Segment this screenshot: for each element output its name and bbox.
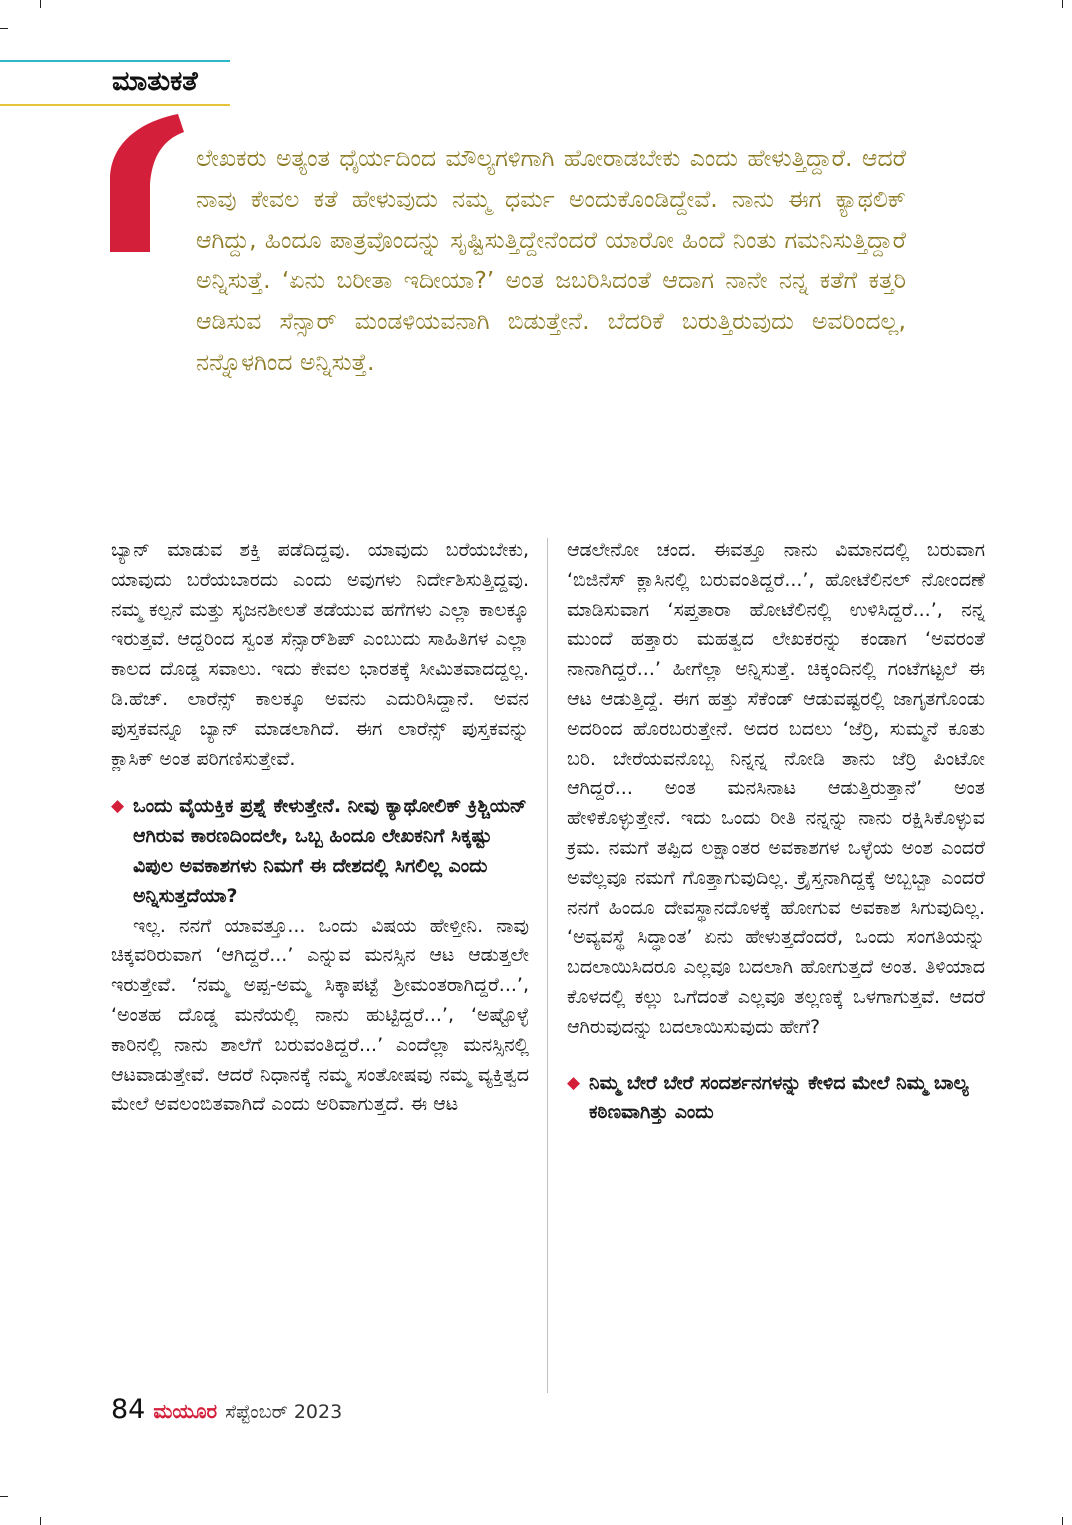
crop-mark: [0, 28, 8, 29]
left-column: [111, 536, 529, 1120]
interview-question: [567, 1069, 985, 1129]
diamond-bullet-icon: ◆: [111, 796, 125, 817]
header-rule-cyan: [0, 60, 230, 62]
crop-mark: [0, 1496, 8, 1497]
crop-mark: [1062, 1517, 1063, 1525]
crop-mark: [1062, 0, 1063, 8]
column-divider: [547, 538, 548, 1393]
pull-quote: ಲೇಖಕರು ಅತ್ಯಂತ ಧೈರ್ಯದಿಂದ ಮೌಲ್ಯಗಳಿಗಾಗಿ ಹೋರಾಡಬೇಕು ಎಂದು ಹೇಳುತ್ತಿದ್ದಾರೆ. ಆದರೆ ನಾವು ಕೇವಲ ಕತೆ ಹೇಳುವುದು ನಮ್ಮ ಧರ್ಮ ಅಂದುಕೊಂಡಿದ್ದೇವೆ. ನಾನು ಈಗ ಕ್ಯಾಥಲಿಕ್ ಆಗಿದ್ದು, ಹಿಂದೂ ಪಾತ್ರವೊಂದನ್ನು ಸೃಷ್ಟಿಸುತ್ತಿದ್ದೇನೆಂದರೆ ಯಾರೋ ಹಿಂದೆ ನಿಂತು ಗಮನಿಸುತ್ತಿದ್ದಾರೆ ಅನ್ನಿಸುತ್ತೆ. ‘ಏನು ಬರೀತಾ ಇದೀಯಾ?’ ಅಂತ ಜಬರಿಸಿದಂತೆ ಆದಾಗ ನಾನೇ ನನ್ನ ಕತೆಗೆ ಕತ್ತರಿ ಆಡಿಸುವ ಸೆನ್ಸಾರ್ ಮಂಡಳಿಯವನಾಗಿ ಬಿಡುತ್ತೇನೆ. ಬೆದರಿಕೆ ಬರುತ್ತಿರುವುದು ಅವರಿಂದಲ್ಲ, ನನ್ನೊಳಗಿಂದ ಅನ್ನಿಸುತ್ತೆ.: [196, 144, 906, 376]
right-column: [567, 536, 985, 1128]
section-label: ಮಾತುಕತೆ: [112, 66, 198, 97]
body-paragraph: ಬ್ಯಾನ್ ಮಾಡುವ ಶಕ್ತಿ ಪಡೆದಿದ್ದವು. ಯಾವುದು ಬರೆಯಬೇಕು, ಯಾವುದು ಬರೆಯಬಾರದು ಎಂದು ಅವುಗಳು ನಿರ್ದೇಶಿಸುತ್ತಿದ್ದವು. ನಮ್ಮ ಕಲ್ಪನೆ ಮತ್ತು ಸೃಜನಶೀಲತೆ ತಡೆಯುವ ಹಗೆಗಳು ಎಲ್ಲಾ ಕಾಲಕ್ಕೂ ಇರುತ್ತವೆ. ಆದ್ದರಿಂದ ಸ್ವಂತ ಸೆನ್ಸಾರ್‌ಶಿಪ್ ಎಂಬುದು ಸಾಹಿತಿಗಳ ಎಲ್ಲಾ ಕಾಲದ ದೊಡ್ಡ ಸವಾಲು. ಇದು ಕೇವಲ ಭಾರತಕ್ಕೆ ಸೀಮಿತವಾದದ್ದಲ್ಲ. ಡಿ.ಹೆಚ್. ಲಾರೆನ್ಸ್ ಕಾಲಕ್ಕೂ ಅವನು ಎದುರಿಸಿದ್ದಾನೆ. ಅವನ ಪುಸ್ತಕವನ್ನೂ ಬ್ಯಾನ್ ಮಾಡಲಾಗಿದೆ. ಈಗ ಲಾರೆನ್ಸ್ ಪುಸ್ತಕವನ್ನು ಕ್ಲಾಸಿಕ್ ಅಂತ ಪರಿಗಣಿಸುತ್ತೇವೆ.: [111, 539, 529, 770]
answer-paragraph: ಇಲ್ಲ. ನನಗೆ ಯಾವತ್ತೂ... ಒಂದು ವಿಷಯ ಹೇಳ್ತೀನಿ. ನಾವು ಚಿಕ್ಕವರಿರುವಾಗ ‘ಆಗಿದ್ದರೆ...’ ಎನ್ನುವ ಮನಸ್ಸಿನ ಆಟ ಆಡುತ್ತಲೇ ಇರುತ್ತೇವೆ. ‘ನಮ್ಮ ಅಪ್ಪ-ಅಮ್ಮ ಸಿಕ್ಕಾಪಟ್ಟೆ ಶ್ರೀಮಂತರಾಗಿದ್ದರೆ...’, ‘ಅಂತಹ ದೊಡ್ಡ ಮನೆಯಲ್ಲಿ ನಾನು ಹುಟ್ಟಿದ್ದರೆ...’, ‘ಅಷ್ಟೊಳ್ಳೆ ಕಾರಿನಲ್ಲಿ ನಾನು ಶಾಲೆಗೆ ಬರುವಂತಿದ್ದರೆ...’ ಎಂದೆಲ್ಲಾ ಮನಸ್ಸಿನಲ್ಲಿ ಆಟವಾಡುತ್ತೇವೆ. ಆದರೆ ನಿಧಾನಕ್ಕೆ ನಮ್ಮ ಸಂತೋಷವು ನಮ್ಮ ವ್ಯಕ್ತಿತ್ವದ ಮೇಲೆ ಅವಲಂಬಿತವಾಗಿದೆ ಎಂದು ಅರಿವಾಗುತ್ತದೆ. ಈ ಆಟ: [111, 914, 529, 1116]
interview-question: [111, 792, 529, 911]
page-footer: [111, 1394, 342, 1425]
crop-mark: [40, 1517, 41, 1525]
issue-date: ಸೆಪ್ಟೆಂಬರ್ 2023: [225, 1401, 343, 1423]
body-paragraph: ಆಡಲೇನೋ ಚಂದ. ಈವತ್ತೂ ನಾನು ವಿಮಾನದಲ್ಲಿ ಬರುವಾಗ ‘ಬಿಜಿನೆಸ್ ಕ್ಲಾಸಿನಲ್ಲಿ ಬರುವಂತಿದ್ದರೆ...’, ಹೋಟೆಲಿನಲ್ ನೋಂದಣೆ ಮಾಡಿಸುವಾಗ ‘ಸಪ್ತತಾರಾ ಹೋಟೆಲಿನಲ್ಲಿ ಉಳಿಸಿದ್ದರೆ...’, ನನ್ನ ಮುಂದೆ ಹತ್ತಾರು ಮಹತ್ವದ ಲೇಖಕರನ್ನು ಕಂಡಾಗ ‘ಅವರಂತೆ ನಾನಾಗಿದ್ದರೆ...’ ಹೀಗೆಲ್ಲಾ ಅನ್ನಿಸುತ್ತೆ. ಚಿಕ್ಕಂದಿನಲ್ಲಿ ಗಂಟೆಗಟ್ಟಲೆ ಈ ಆಟ ಆಡುತ್ತಿದ್ದೆ. ಈಗ ಹತ್ತು ಸೆಕೆಂಡ್ ಆಡುವಷ್ಟರಲ್ಲಿ ಜಾಗೃತಗೊಂಡು ಅದರಿಂದ ಹೊರಬರುತ್ತೇನೆ. ಅದರ ಬದಲು ‘ಜೆರ್ರಿ, ಸುಮ್ಮನೆ ಕೂತು ಬರಿ. ಬೇರೆಯವನೊಬ್ಬ ನಿನ್ನನ್ನ ನೋಡಿ ತಾನು ಜೆರ್ರಿ ಪಿಂಟೋ ಆಗಿದ್ದರೆ... ಅಂತ ಮನಸಿನಾಟ ಆಡುತ್ತಿರುತ್ತಾನೆ’ ಅಂತ ಹೇಳಿಕೊಳ್ಳುತ್ತೇನೆ. ಇದು ಒಂದು ರೀತಿ ನನ್ನನ್ನು ನಾನು ರಕ್ಷಿಸಿಕೊಳ್ಳುವ ಕ್ರಮ. ನಮಗೆ ತಪ್ಪಿದ ಲಕ್ಷಾಂತರ ಅವಕಾಶಗಳ ಒಳ್ಳೆಯ ಅಂಶ ಎಂದರೆ ಅವೆಲ್ಲವೂ ನಮಗೆ ಗೊತ್ತಾಗುವುದಿಲ್ಲ. ಕ್ರೈಸ್ತನಾಗಿದ್ದಕ್ಕೆ ಅಬ್ಬಬ್ಬಾ ಎಂದರೆ ನನಗೆ ಹಿಂದೂ ದೇವಸ್ಥಾನದೊಳಕ್ಕೆ ಹೋಗುವ ಅವಕಾಶ ಸಿಗುವುದಿಲ್ಲ. ‘ಅವ್ಯವಸ್ಥೆ ಸಿದ್ಧಾಂತ’ ಏನು ಹೇಳುತ್ತದೆಂದರೆ, ಒಂದು ಸಂಗತಿಯನ್ನು ಬದಲಾಯಿಸಿದರೂ ಎಲ್ಲವೂ ಬದಲಾಗಿ ಹೋಗುತ್ತದೆ ಅಂತ. ತಿಳಿಯಾದ ಕೊಳದಲ್ಲಿ ಕಲ್ಲು ಒಗೆದಂತೆ ಎಲ್ಲವೂ ತಲ್ಲಣಕ್ಕೆ ಒಳಗಾಗುತ್ತವೆ. ಆದರೆ ಆಗಿರುವುದನ್ನು ಬದಲಾಯಿಸುವುದು ಹೇಗೆ?: [567, 539, 985, 1038]
crop-mark: [40, 0, 41, 8]
quote-mark-icon: [110, 114, 186, 252]
question-text: ನಿಮ್ಮ ಬೇರೆ ಬೇರೆ ಸಂದರ್ಶನಗಳನ್ನು ಕೇಳಿದ ಮೇಲೆ ನಿಮ್ಮ ಬಾಲ್ಯ ಕಠಿಣವಾಗಿತ್ತು ಎಂದು: [589, 1071, 969, 1124]
magazine-logo: ಮಯೂರ: [153, 1399, 218, 1423]
page-number: 84: [111, 1394, 146, 1425]
question-text: ಒಂದು ವೈಯಕ್ತಿಕ ಪ್ರಶ್ನೆ ಕೇಳುತ್ತೇನೆ. ನೀವು ಕ್ಯಾಥೋಲಿಕ್ ಕ್ರಿಶ್ಚಿಯನ್ ಆಗಿರುವ ಕಾರಣದಿಂದಲೇ, ಒಬ್ಬ ಹಿಂದೂ ಲೇಖಕನಿಗೆ ಸಿಕ್ಕಷ್ಟು ವಿಪುಲ ಅವಕಾಶಗಳು ನಿಮಗೆ ಈ ದೇಶದಲ್ಲಿ ಸಿಗಲಿಲ್ಲ ಎಂದು ಅನ್ನಿಸುತ್ತದೆಯಾ?: [133, 795, 527, 907]
diamond-bullet-icon: ◆: [567, 1072, 581, 1093]
header-rule-yellow: [0, 104, 230, 106]
